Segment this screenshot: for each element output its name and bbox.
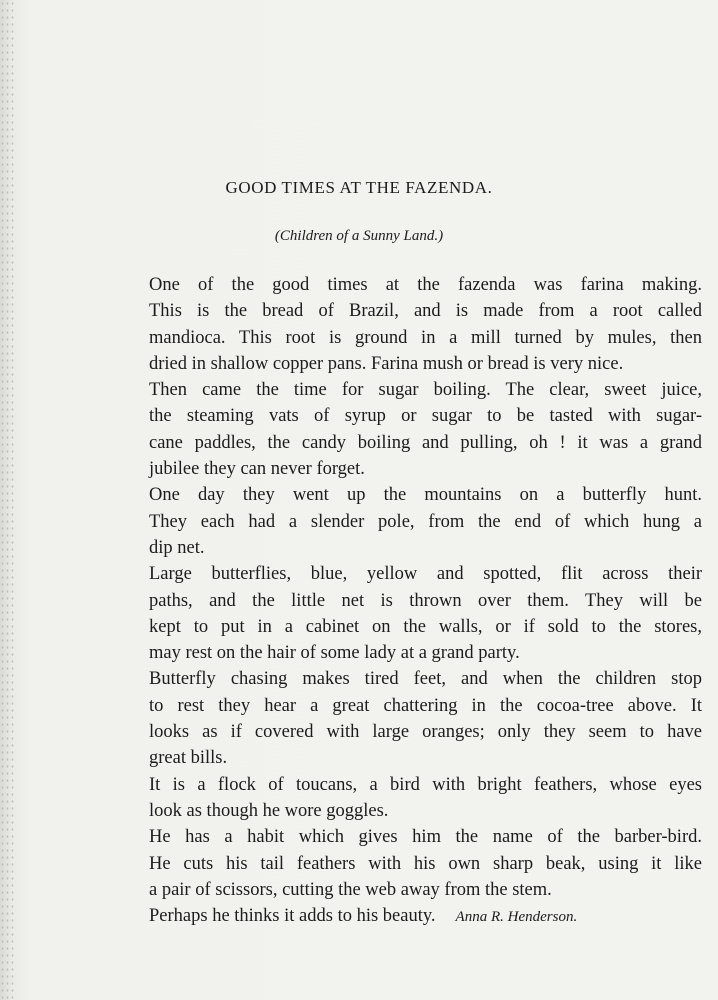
text-line: Perhaps he thinks it adds to his beauty. Anna R. Henderson. — [149, 906, 578, 927]
paragraph — [132, 772, 702, 825]
text-line: Butterfly chasing makes tired feet, and when the children stop — [149, 669, 702, 690]
text-line: This is the bread of Brazil, and is made from a root called — [149, 301, 702, 322]
text-line: jubilee they can never forget. — [149, 459, 365, 480]
text-line: One day they went up the mountains on a butterfly hunt. — [149, 485, 702, 506]
text-line: looks as if covered with large oranges; only they seem to have — [149, 722, 702, 743]
text-line: Then came the time for sugar boiling. The clear, sweet juice, — [149, 380, 702, 401]
text-line: He has a habit which gives him the name of the barber-bird. — [149, 827, 702, 848]
text-line: kept to put in a cabinet on the walls, or if sold to the stores, — [149, 616, 702, 637]
text-line: It is a flock of toucans, a bird with bright feathers, whose eyes — [149, 774, 702, 795]
paragraph — [132, 272, 702, 377]
text-line: mandioca. This root is ground in a mill turned by mules, then — [149, 327, 702, 348]
paragraph — [132, 824, 702, 903]
text-line: paths, and the little net is thrown over them. They will be — [149, 590, 702, 611]
text-line: the steaming vats of syrup or sugar to be tasted with sugar- — [149, 406, 702, 427]
paragraph — [132, 377, 702, 482]
text-line: Large butterflies, blue, yellow and spotted, flit across their — [149, 564, 702, 585]
paragraph — [132, 666, 702, 771]
paragraph — [132, 561, 702, 666]
article-body — [132, 272, 702, 930]
text-line: dried in shallow copper pans. Farina mush or bread is very nice. — [149, 353, 624, 374]
text-line: dip net. — [149, 537, 205, 558]
text-line: He cuts his tail feathers with his own sharp beak, using it like — [149, 853, 702, 874]
article-subtitle: (Children of a Sunny Land.) — [274, 228, 444, 244]
text-line: cane paddles, the candy boiling and pulling, oh ! it was a grand — [149, 432, 702, 453]
text-line: may rest on the hair of some lady at a grand party. — [149, 643, 520, 664]
paragraph — [132, 482, 702, 561]
page-edge-shadow — [0, 0, 14, 1000]
paragraph — [132, 903, 702, 930]
text-line: great bills. — [149, 748, 228, 769]
article-title: GOOD TIMES AT THE FAZENDA. — [225, 178, 493, 197]
text-line: a pair of scissors, cutting the web away from the stem. — [149, 879, 552, 900]
text-line: look as though he wore goggles. — [149, 800, 389, 821]
text-line: They each had a slender pole, from the end of which hung a — [149, 511, 702, 532]
text-line: One of the good times at the fazenda was farina making. — [149, 275, 702, 295]
text-line: to rest they hear a great chattering in the cocoa-tree above. It — [149, 695, 702, 716]
author-signature: Anna R. Henderson. — [455, 909, 578, 926]
